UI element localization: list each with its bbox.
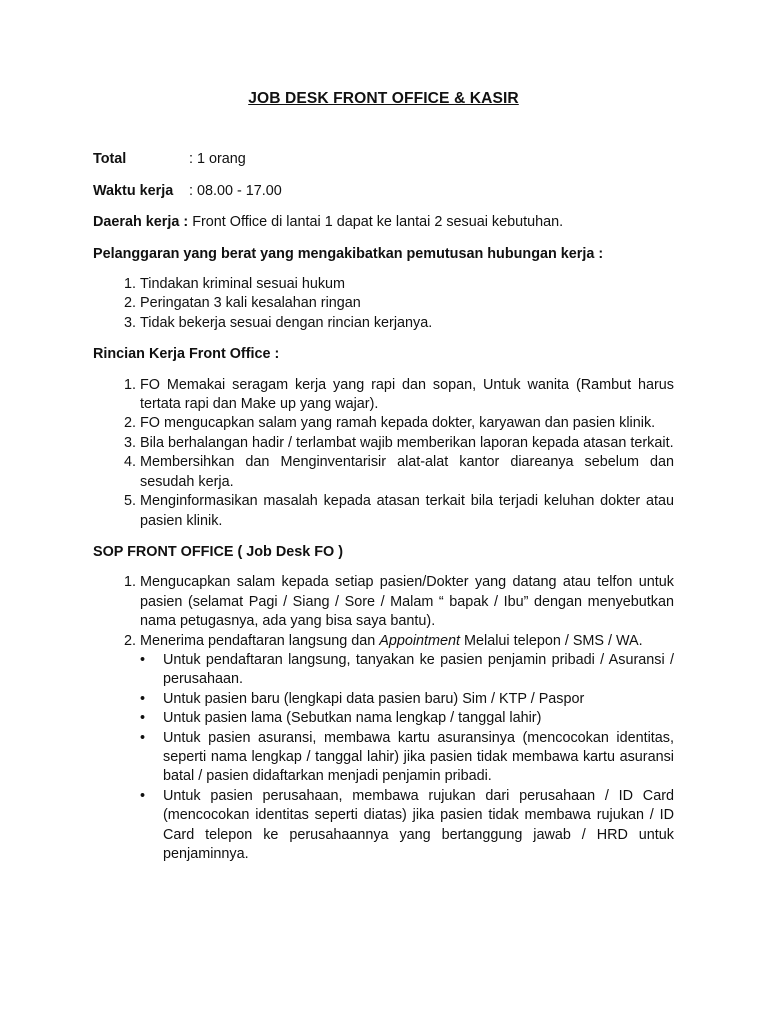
pelanggaran-heading: Pelanggaran yang berat yang mengakibatkan pemutusan hubungan kerja : (93, 245, 604, 262)
list-item: 5. Menginformasikan masalah kepada atasan terkait bila terjadi keluhan dokter atau pasien klinik. (140, 492, 674, 531)
list-item: 1. Mengucapkan salam kepada setiap pasien/Dokter yang datang atau telfon untuk pasien (selamat Pagi / Siang / Sore / Malam “ bapak / Ibu” dengan menyebutkan nama petugasnya, ada yang bisa saya bantu). (140, 573, 674, 631)
total-label: Total (93, 151, 127, 168)
daerah-value: Front Office di lantai 1 dapat ke lantai 2 sesuai kebutuhan. (188, 214, 564, 231)
pelanggaran-list (93, 275, 674, 333)
bullet-text: Untuk pasien perusahaan, membawa rujukan dari perusahaan / ID Card (mencocokan identitas seperti diatas) jika pasien tidak membawa rujukan / ID Card telepon ke perusahaannya yang bertanggung jawab / HRD untuk penjaminnya. (163, 787, 674, 862)
total-colon-value (189, 151, 246, 167)
bullet-text: Untuk pasien asuransi, membawa kartu asuransinya (mencocokan identitas, seperti nama lengkap / tanggal lahir) jika pasien tidak membawa kartu asuransi batal / pasien didaftarkan menjadi penjamin pribadi. (163, 729, 674, 785)
bullet-item (140, 729, 674, 787)
document-title: JOB DESK FRONT OFFICE & KASIR (248, 90, 519, 107)
rincian-list (93, 376, 674, 531)
item2-italic: Appointment (379, 632, 461, 649)
list-item (140, 632, 674, 865)
field-daerah-kerja (93, 213, 674, 232)
bullet-item (140, 690, 674, 709)
bullet-icon: • (140, 710, 146, 727)
bullet-item (140, 651, 674, 690)
bullet-icon: • (140, 651, 146, 668)
sop-list (93, 573, 674, 864)
bullet-icon: • (140, 690, 146, 707)
bullet-icon: • (140, 729, 146, 746)
list-item: 4. Membersihkan dan Menginventarisir alat-alat kantor diareanya sebelum dan sesudah kerja. (140, 453, 674, 492)
daerah-label: Daerah kerja : (93, 214, 189, 231)
list-item: 3. Tidak bekerja sesuai dengan rincian kerjanya. (140, 314, 674, 333)
list-item: 3. Bila berhalangan hadir / terlambat wajib memberikan laporan kepada atasan terkait. (140, 434, 674, 453)
rincian-heading: Rincian Kerja Front Office : (93, 346, 280, 363)
waktu-label: Waktu kerja (93, 182, 174, 199)
total-value: : 1 orang (189, 151, 246, 168)
item2-suffix: Melalui telepon / SMS / WA. (460, 632, 643, 649)
field-total (93, 150, 674, 169)
bullet-icon: • (140, 787, 146, 804)
list-item: 1. Tindakan kriminal sesuai hukum (140, 275, 674, 294)
bullet-text: Untuk pendaftaran langsung, tanyakan ke pasien penjamin pribadi / Asuransi / perusahaan. (163, 651, 674, 688)
bullet-item (140, 709, 674, 728)
sop-bullet-list (140, 651, 674, 864)
item2-prefix: Menerima pendaftaran langsung dan (140, 632, 380, 649)
waktu-value: : 08.00 - 17.00 (189, 182, 282, 199)
bullet-item (140, 787, 674, 865)
list-item: 1. FO Memakai seragam kerja yang rapi dan sopan, Untuk wanita (Rambut harus tertata rapi dan Make up yang wajar). (140, 376, 674, 415)
list-item: 2. FO mengucapkan salam yang ramah kepada dokter, karyawan dan pasien klinik. (140, 414, 674, 433)
field-waktu-kerja (93, 182, 674, 201)
bullet-text: Untuk pasien baru (lengkapi data pasien baru) Sim / KTP / Paspor (163, 690, 585, 707)
sop-heading: SOP FRONT OFFICE ( Job Desk FO ) (93, 543, 343, 560)
bullet-text: Untuk pasien lama (Sebutkan nama lengkap / tanggal lahir) (163, 710, 542, 727)
list-item: 2. Peringatan 3 kali kesalahan ringan (140, 294, 674, 313)
